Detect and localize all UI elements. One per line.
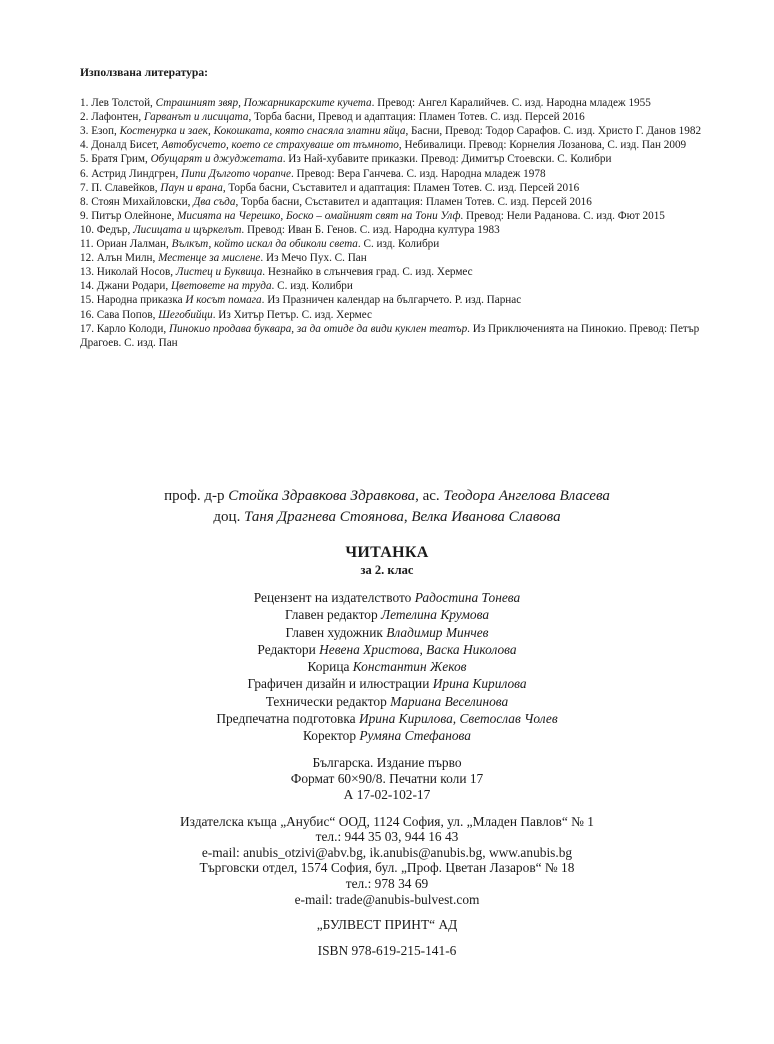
reference-item: 16. Сава Попов, Шегобийци. Из Хитър Петър. С. изд. Хермес [80,308,372,321]
authors-line-2: доц. Таня Драгнева Стоянова, Велка Иванова Славова [213,509,561,525]
authors-line-1: проф. д-р Стойка Здравкова Здравкова, ас. Теодора Ангелова Власева [164,488,610,504]
publisher-phone: тел.: 944 35 03, 944 16 43 [315,829,459,845]
credit-line: Технически редактор Мариана Веселинова [265,693,509,709]
author-name: Таня Драгнева Стоянова [244,509,404,525]
reference-item: 10. Федър, Лисицата и щъркелът. Превод: Иван Б. Генов. С. изд. Народна култура 1983 [80,223,500,236]
credit-line: Главен художник Владимир Минчев [285,624,489,640]
sales-address: Търговски отдел, 1574 София, бул. „Проф. Цветан Лазаров“ № 18 [199,860,575,876]
reference-item: 9. Питър Олейноне, Мисията на Черешко, Боско – омайният свят на Тони Улф. Превод: Нели Раданова. С. изд. Фют 2015 [80,209,665,222]
publisher-email: e-mail: anubis_otzivi@abv.bg, ik.anubis@anubis.bg, www.anubis.bg [201,844,573,860]
credits-list [0,589,774,745]
publisher-address: Издателска къща „Анубис“ ООД, 1124 София, ул. „Младен Павлов“ № 1 [180,813,594,829]
credit-line: Редактори Невена Христова, Васка Николова [257,641,517,657]
reference-item: 4. Доналд Бисет, Автобусчето, което се страхуваше от тъмното, Небивалици. Превод: Корнелия Лозанова, С. изд. Пан 2009 [80,139,687,152]
book-title: ЧИТАНКА [345,544,429,561]
reference-item: 5. Братя Грим, Обущарят и джуджетата. Из Най-хубавите приказки. Превод: Димитър Стоевски. С. Колибри [80,153,612,166]
sales-phone: тел.: 978 34 69 [345,875,429,891]
credit-line: Корица Константин Жеков [307,659,467,675]
references-list [80,96,720,350]
book-grade: за 2. клас [360,563,414,577]
reference-item: 1. Лев Толстой, Страшният звяр, Пожарникарските кучета. Превод: Ангел Каралийчев. С. изд. Народна младеж 1955 [80,97,651,110]
author-name: Стойка Здравкова Здравкова [228,488,416,504]
credit-line: Коректор Румяна Стефанова [303,728,471,744]
printer: „БУЛВЕСТ ПРИНТ“ АД [316,917,458,933]
reference-item: 3. Езоп, Костенурка и заек, Кокошката, която снасяла златни яйца, Басни, Превод: Тодор Сарафов. С. изд. Христо Г. Данов 1982 [80,125,702,138]
sales-email: e-mail: trade@anubis-bulvest.com [294,891,480,907]
reference-item: 12. Алън Милн, Местенце за мислене. Из Мечо Пух. С. Пан [80,252,367,265]
publication-info [0,755,774,804]
author-name: Теодора Ангелова Власева [443,488,610,504]
reference-item: 13. Николай Носов, Листец и Буквица. Незнайко в слънчевия град. С. изд. Хермес [80,266,473,279]
reference-item: 14. Джани Родари, Цветовете на труда. С. изд. Колибри [80,280,353,293]
reference-item: 11. Ориан Лалман, Вълкът, който искал да обиколи света. С. изд. Колибри [80,238,440,251]
author-name: Велка Иванова Славова [411,509,561,525]
authors [0,486,774,528]
reference-item: 6. Астрид Линдгрен, Пипи Дългото чорапче. Превод: Вера Ганчева. С. изд. Народна младеж 1978 [80,167,546,180]
imprint-section [0,486,774,959]
edition: Българска. Издание първо [312,754,462,770]
references-title: Използвана литература: [80,66,209,79]
reference-item: 2. Лафонтен, Гарванът и лисицата, Торба басни, Превод и адаптация: Пламен Тотев. С. изд. Персей 2016 [80,111,585,124]
reference-item: 15. Народна приказка И косът помага. Из Празничен календар на българчето. Р. изд. Парнас [80,294,522,307]
reference-item: 8. Стоян Михайловски, Два съда, Торба басни, Съставител и адаптация: Пламен Тотев. С. изд. Персей 2016 [80,195,592,208]
references-section [80,66,720,350]
reference-item: 17. Карло Колоди, Пинокио продава буквара, за да отиде да види куклен театър. Из Приключенията на Пинокио. Превод: Петър Драгоев. С. изд. Пан [80,322,700,349]
publication-code: А 17-02-102-17 [343,787,431,803]
format: Формат 60×90/8. Печатни коли 17 [290,770,484,786]
isbn: ISBN 978-619-215-141-6 [317,943,457,959]
credit-line: Главен редактор Летелина Крумова [284,607,490,623]
reference-item: 7. П. Славейков, Паун и врана, Торба басни, Съставител и адаптация: Пламен Тотев. С. изд. Персей 2016 [80,181,580,194]
publisher-info [0,814,774,908]
credit-line: Графичен дизайн и илюстрации Ирина Кирилова [247,676,527,692]
credit-line: Рецензент на издателството Радостина Тонева [253,590,521,605]
credit-line: Предпечатна подготовка Ирина Кирилова, Светослав Чолев [216,711,558,727]
